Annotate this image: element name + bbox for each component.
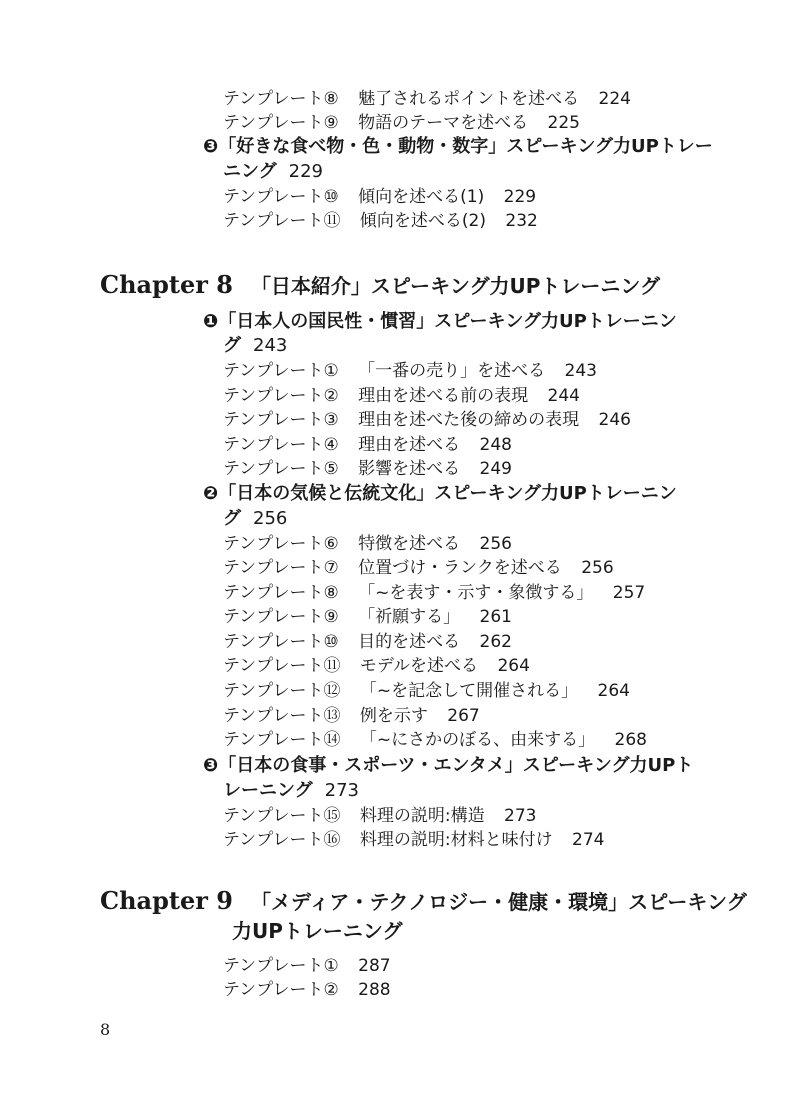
section-marker: ❸ — [203, 755, 219, 776]
page-ref: 261 — [479, 607, 512, 627]
template-label: テンプレート⑨ — [223, 113, 339, 133]
section-marker: ❶ — [203, 311, 219, 332]
section-title: 「日本の食事・スポーツ・エンタメ」スピーキング力UPト — [218, 755, 694, 776]
section-heading[interactable] — [203, 481, 677, 507]
toc-entry[interactable] — [223, 828, 604, 852]
page-ref: 232 — [505, 211, 538, 231]
section-heading-cont[interactable] — [223, 159, 323, 185]
page-ref: 246 — [598, 410, 631, 430]
toc-entry[interactable] — [223, 457, 512, 481]
toc-entry[interactable] — [223, 185, 536, 209]
template-label: テンプレート⑫ — [223, 681, 341, 701]
toc-entry[interactable] — [223, 954, 391, 978]
chapter-number: Chapter 9 — [100, 886, 233, 915]
toc-entry[interactable] — [223, 433, 512, 457]
template-title: 傾向を述べる(1) — [358, 187, 485, 207]
toc-entry[interactable] — [223, 209, 538, 233]
section-title: 「好きな食べ物・色・動物・数字」スピーキング力UPトレー — [218, 136, 713, 157]
template-label: テンプレート⑧ — [223, 89, 339, 109]
chapter-number: Chapter 8 — [100, 270, 233, 299]
page-ref: 273 — [504, 806, 537, 826]
template-title: 理由を述べる前の表現 — [358, 386, 529, 406]
template-title: モデルを述べる — [359, 656, 479, 676]
template-label: テンプレート⑮ — [223, 806, 341, 826]
toc-entry[interactable] — [223, 978, 391, 1002]
template-label: テンプレート⑪ — [223, 211, 341, 231]
chapter-heading[interactable] — [100, 270, 660, 301]
template-title: 料理の説明:材料と味付け — [359, 830, 553, 850]
toc-entry[interactable] — [223, 556, 614, 580]
toc-entry[interactable] — [223, 630, 512, 654]
page-ref: 264 — [597, 681, 630, 701]
chapter-heading[interactable] — [100, 886, 747, 917]
section-marker: ❸ — [203, 136, 219, 157]
section-heading-cont[interactable] — [223, 506, 287, 532]
template-label: テンプレート⑤ — [223, 459, 339, 479]
section-title: 「日本の気候と伝統文化」スピーキング力UPトレーニン — [218, 483, 677, 504]
page-ref: 248 — [479, 435, 512, 455]
toc-entry[interactable] — [223, 679, 630, 703]
template-title: 「~を記念して開催される」 — [359, 681, 579, 701]
section-heading[interactable] — [203, 134, 713, 160]
template-title: 影響を述べる — [358, 459, 461, 479]
page-ref: 243 — [253, 335, 288, 356]
toc-entry[interactable] — [223, 408, 631, 432]
template-title: 「祈願する」 — [358, 607, 461, 627]
template-label: テンプレート⑩ — [223, 632, 339, 652]
section-heading-cont[interactable] — [223, 778, 359, 804]
section-title-cont: グ — [223, 335, 241, 356]
template-title: 「~を表す・示す・象徴する」 — [358, 583, 594, 603]
template-label: テンプレート⑩ — [223, 187, 339, 207]
section-title-cont: レーニング — [223, 780, 313, 801]
toc-entry[interactable] — [223, 728, 647, 752]
template-title: 理由を述べた後の締めの表現 — [358, 410, 580, 430]
page-ref: 249 — [479, 459, 512, 479]
template-label: テンプレート⑨ — [223, 607, 339, 627]
template-label: テンプレート① — [223, 956, 339, 976]
section-heading[interactable] — [203, 753, 693, 779]
page-ref: 244 — [547, 386, 580, 406]
toc-entry[interactable] — [223, 605, 512, 629]
page-ref: 257 — [612, 583, 646, 603]
template-title: 特徴を述べる — [358, 534, 461, 554]
page-ref: 288 — [358, 980, 391, 1000]
toc-entry[interactable] — [223, 384, 580, 408]
page-ref: 274 — [572, 830, 605, 850]
page-ref: 243 — [564, 361, 597, 381]
toc-entry[interactable] — [223, 359, 597, 383]
template-label: テンプレート⑯ — [223, 830, 341, 850]
section-marker: ❷ — [203, 483, 219, 504]
toc-entry[interactable] — [223, 704, 480, 728]
page-number: 8 — [100, 1020, 111, 1039]
template-title: 位置づけ・ランクを述べる — [358, 558, 562, 578]
page-ref: 287 — [358, 956, 391, 976]
template-title: 「一番の売り」を述べる — [358, 361, 546, 381]
template-label: テンプレート④ — [223, 435, 339, 455]
page-ref: 256 — [581, 558, 614, 578]
page-ref: 268 — [614, 730, 647, 750]
template-label: テンプレート③ — [223, 410, 339, 430]
template-label: テンプレート⑧ — [223, 583, 339, 603]
chapter-title-cont: 力UPトレーニング — [232, 919, 403, 943]
section-heading[interactable] — [203, 309, 677, 335]
template-title: 「~にさかのぼる、由来する」 — [359, 730, 596, 750]
template-label: テンプレート⑥ — [223, 534, 339, 554]
section-title: 「日本人の国民性・慣習」スピーキング力UPトレーニン — [218, 311, 677, 332]
page-ref: 225 — [547, 113, 580, 133]
template-label: テンプレート⑭ — [223, 730, 341, 750]
page-ref: 262 — [479, 632, 512, 652]
page-ref: 264 — [497, 656, 530, 676]
toc-entry[interactable] — [223, 111, 580, 135]
page-ref: 224 — [598, 89, 631, 109]
template-title: 理由を述べる — [358, 435, 461, 455]
chapter-title: 「日本紹介」スピーキング力UPトレーニング — [250, 274, 661, 298]
template-title: 料理の説明:構造 — [359, 806, 485, 826]
section-title-cont: ニング — [223, 161, 277, 182]
template-label: テンプレート⑪ — [223, 656, 341, 676]
template-title: 魅了されるポイントを述べる — [358, 89, 580, 109]
template-title: 例を示す — [359, 706, 428, 726]
template-label: テンプレート⑬ — [223, 706, 341, 726]
page-ref: 256 — [253, 508, 288, 529]
template-title: 傾向を述べる(2) — [359, 211, 486, 231]
template-title: 物語のテーマを述べる — [358, 113, 529, 133]
template-label: テンプレート② — [223, 386, 339, 406]
template-label: テンプレート② — [223, 980, 339, 1000]
page-ref: 267 — [447, 706, 480, 726]
template-label: テンプレート⑦ — [223, 558, 339, 578]
page-ref: 229 — [288, 161, 323, 182]
template-title: 目的を述べる — [358, 632, 461, 652]
toc-entry[interactable] — [223, 532, 512, 556]
section-heading-cont[interactable] — [223, 333, 287, 359]
page-ref: 256 — [479, 534, 512, 554]
chapter-title: 「メディア・テクノロジー・健康・環境」スピーキング — [250, 890, 747, 914]
page-ref: 229 — [503, 187, 537, 207]
toc-entry[interactable] — [223, 87, 631, 111]
section-title-cont: グ — [223, 508, 241, 529]
toc-entry[interactable] — [223, 654, 530, 678]
page-ref: 273 — [324, 780, 359, 801]
template-label: テンプレート① — [223, 361, 339, 381]
toc-entry[interactable] — [223, 804, 536, 828]
toc-entry[interactable] — [223, 581, 645, 605]
